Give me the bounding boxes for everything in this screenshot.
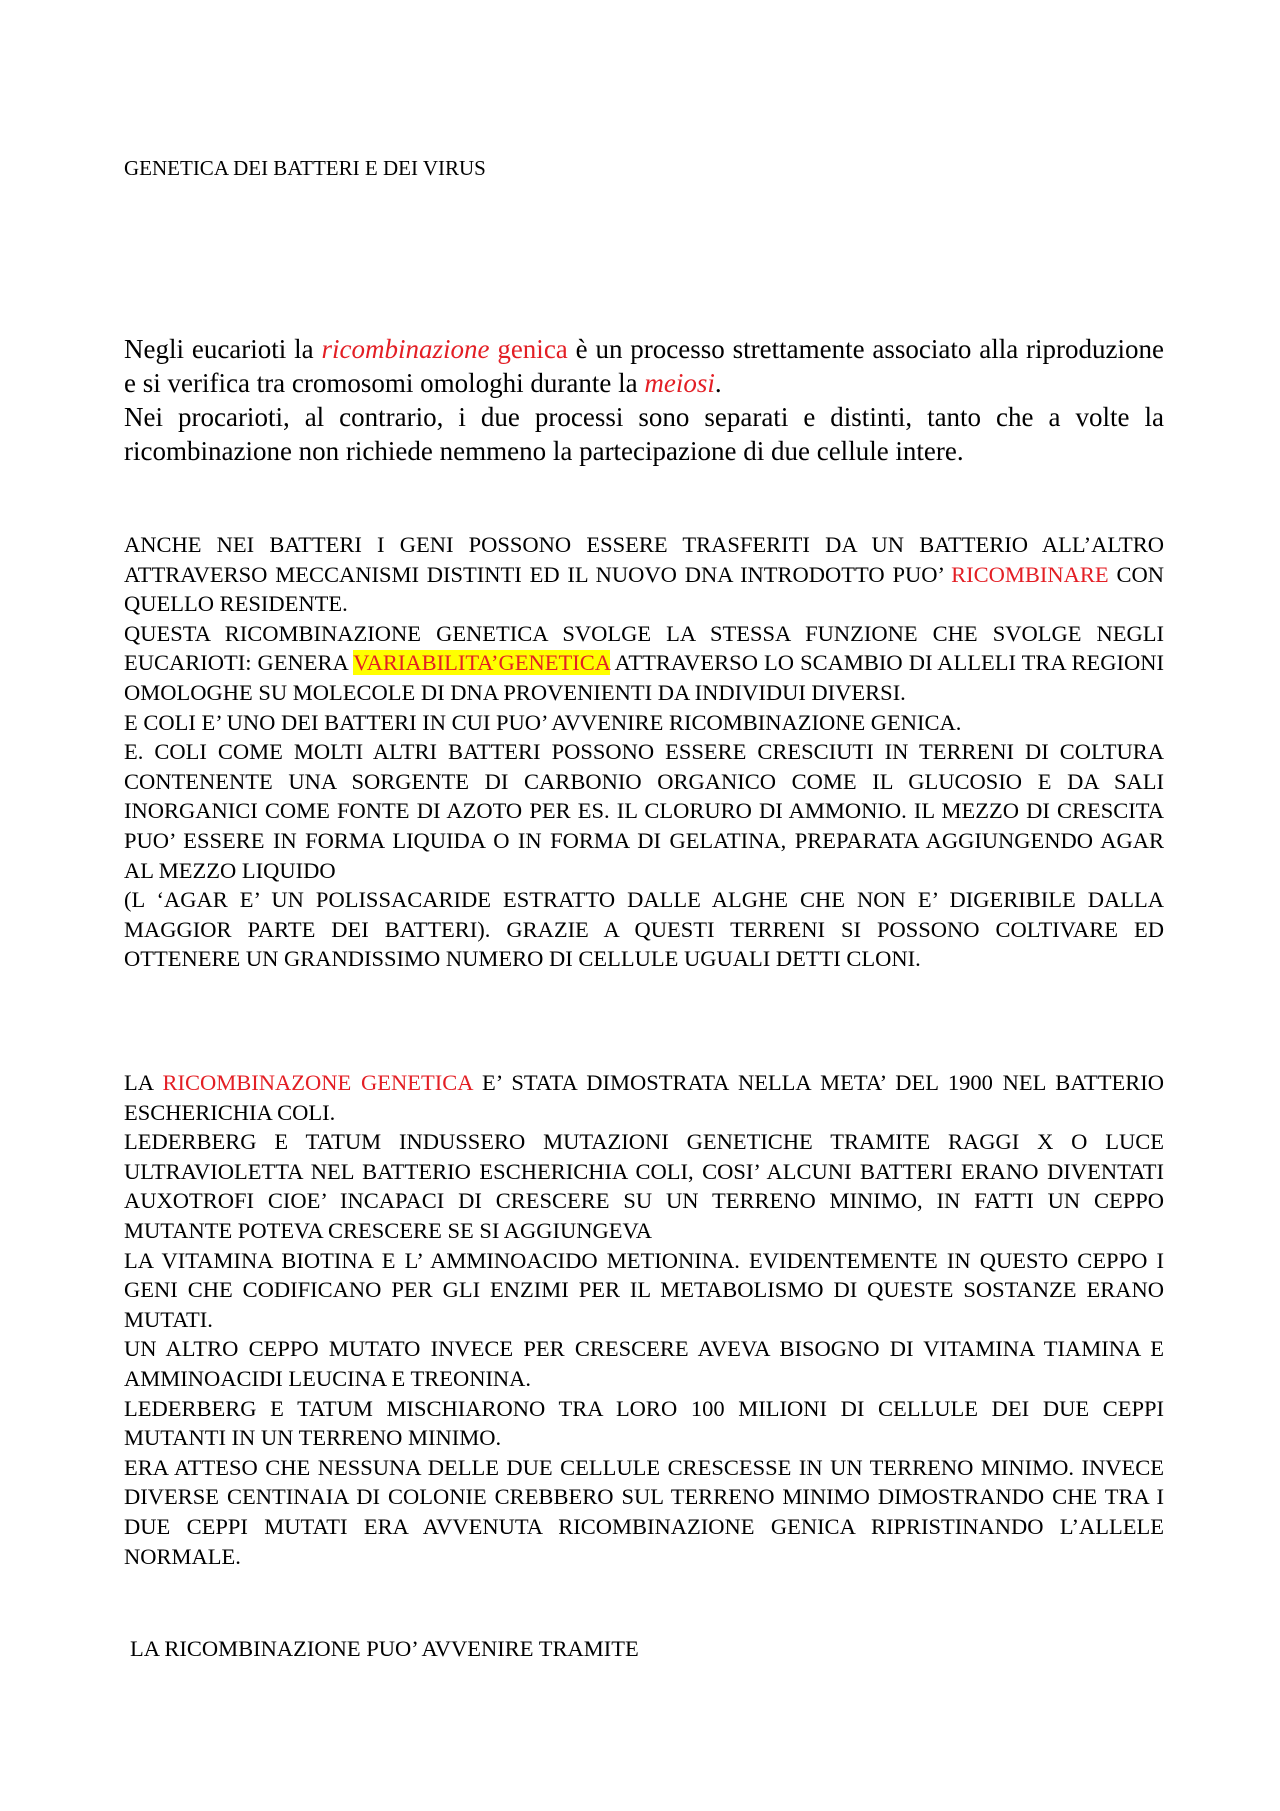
emphasis-ricombinazione: ricombinazione: [321, 334, 490, 364]
text-run: LA: [124, 1070, 163, 1095]
highlight-variabilita-genetica: VARIABILITA’GENETICA: [353, 650, 610, 676]
intro-section: [124, 332, 1164, 468]
text-run: E’ STATA DIMOSTRATA NELLA META’ DEL 1900 NEL BATTERIO ESCHERICHIA COLI.: [124, 1070, 1164, 1125]
text-run: ATTRAVERSO LO SCAMBIO DI ALLELI TRA REGIONI OMOLOGHE SU MOLECOLE DI DNA PROVENIENTI DA INDIVIDUI DIVERSI.: [124, 650, 1164, 705]
document-title: GENETICA DEI BATTERI E DEI VIRUS: [124, 156, 486, 180]
text-run: .: [714, 368, 722, 398]
intro-paragraph-1: [124, 332, 1164, 400]
paragraph: [124, 1068, 1164, 1127]
intro-paragraph-2: Nei procarioti, al contrario, i due processi sono separati e distinti, tanto che a volte la ricombinazione non richiede nemmeno la partecipazione di due cellule intere.: [124, 402, 1164, 466]
paragraph: [124, 619, 1164, 708]
text-run: ANCHE NEI BATTERI I GENI POSSONO ESSERE TRASFERITI DA UN BATTERIO ALL’ALTRO ATTRAVERSO MECCANISMI DISTINTI ED IL NUOVO DNA INTRODOTTO PUO’: [124, 532, 1164, 587]
text-run: QUESTA RICOMBINAZIONE GENETICA SVOLGE LA STESSA FUNZIONE CHE SVOLGE NEGLI EUCARIOTI: GENERA: [124, 620, 1164, 676]
emphasis-ricombinare: RICOMBINARE: [951, 561, 1109, 587]
body-section-2: [124, 1068, 1164, 1571]
paragraph: LEDERBERG E TATUM MISCHIARONO TRA LORO 100 MILIONI DI CELLULE DEI DUE CEPPI MUTANTI IN UN TERRENO MINIMO.: [124, 1395, 1164, 1451]
emphasis-meiosi: meiosi: [644, 368, 715, 398]
emphasis-genica: genica: [497, 334, 568, 364]
text-run: Negli eucarioti la: [124, 334, 322, 364]
emphasis-ricombinazone-genetica: RICOMBINAZONE GENETICA: [162, 1070, 473, 1095]
section-lead-in: LA RICOMBINAZIONE PUO’ AVVENIRE TRAMITE: [130, 1636, 639, 1661]
paragraph: UN ALTRO CEPPO MUTATO INVECE PER CRESCERE AVEVA BISOGNO DI VITAMINA TIAMINA E AMMINOACIDI LEUCINA E TREONINA.: [124, 1336, 1164, 1391]
paragraph: [124, 530, 1164, 619]
paragraph: E. COLI COME MOLTI ALTRI BATTERI POSSONO ESSERE CRESCIUTI IN TERRENI DI COLTURA CONTENENTE UNA SORGENTE DI CARBONIO ORGANICO COME IL GLUCOSIO E DA SALI INORGANICI COME FONTE DI AZOTO PER ES. IL CLORURO DI AMMONIO. IL MEZZO DI CRESCITA PUO’ ESSERE IN FORMA LIQUIDA O IN FORMA DI GELATINA, PREPARATA AGGIUNGENDO AGAR AL MEZZO LIQUIDO: [124, 739, 1164, 883]
text-run: è un processo strettamente associato alla riproduzione e si verifica tra cromosomi omologhi durante la: [124, 334, 1165, 398]
body-section-1: [124, 530, 1164, 974]
paragraph: (L ‘AGAR E’ UN POLISSACARIDE ESTRATTO DALLE ALGHE CHE NON E’ DIGERIBILE DALLA MAGGIOR PARTE DEI BATTERI). GRAZIE A QUESTI TERRENI SI POSSONO COLTIVARE ED OTTENERE UN GRANDISSIMO NUMERO DI CELLULE UGUALI DETTI CLONI.: [124, 887, 1164, 972]
paragraph: ERA ATTESO CHE NESSUNA DELLE DUE CELLULE CRESCESSE IN UN TERRENO MINIMO. INVECE DIVERSE CENTINAIA DI COLONIE CREBBERO SUL TERRENO MINIMO DIMOSTRANDO CHE TRA I DUE CEPPI MUTATI ERA AVVENUTA RICOMBINAZIONE GENICA RIPRISTINANDO L’ALLELE NORMALE.: [124, 1454, 1164, 1569]
paragraph: LA VITAMINA BIOTINA E L’ AMMINOACIDO METIONINA. EVIDENTEMENTE IN QUESTO CEPPO I GENI CHE CODIFICANO PER GLI ENZIMI PER IL METABOLISMO DI QUESTE SOSTANZE ERANO MUTATI.: [124, 1247, 1164, 1332]
paragraph: LEDERBERG E TATUM INDUSSERO MUTAZIONI GENETICHE TRAMITE RAGGI X O LUCE ULTRAVIOLETTA NEL BATTERIO ESCHERICHIA COLI, COSI’ ALCUNI BATTERI ERANO DIVENTATI AUXOTROFI CIOE’ INCAPACI DI CRESCERE SU UN TERRENO MINIMO, IN FATTI UN CEPPO MUTANTE POTEVA CRESCERE SE SI AGGIUNGEVA: [124, 1129, 1164, 1243]
paragraph: E COLI E’ UNO DEI BATTERI IN CUI PUO’ AVVENIRE RICOMBINAZIONE GENICA.: [124, 709, 962, 735]
text-run: CON QUELLO RESIDENTE.: [124, 561, 1164, 617]
